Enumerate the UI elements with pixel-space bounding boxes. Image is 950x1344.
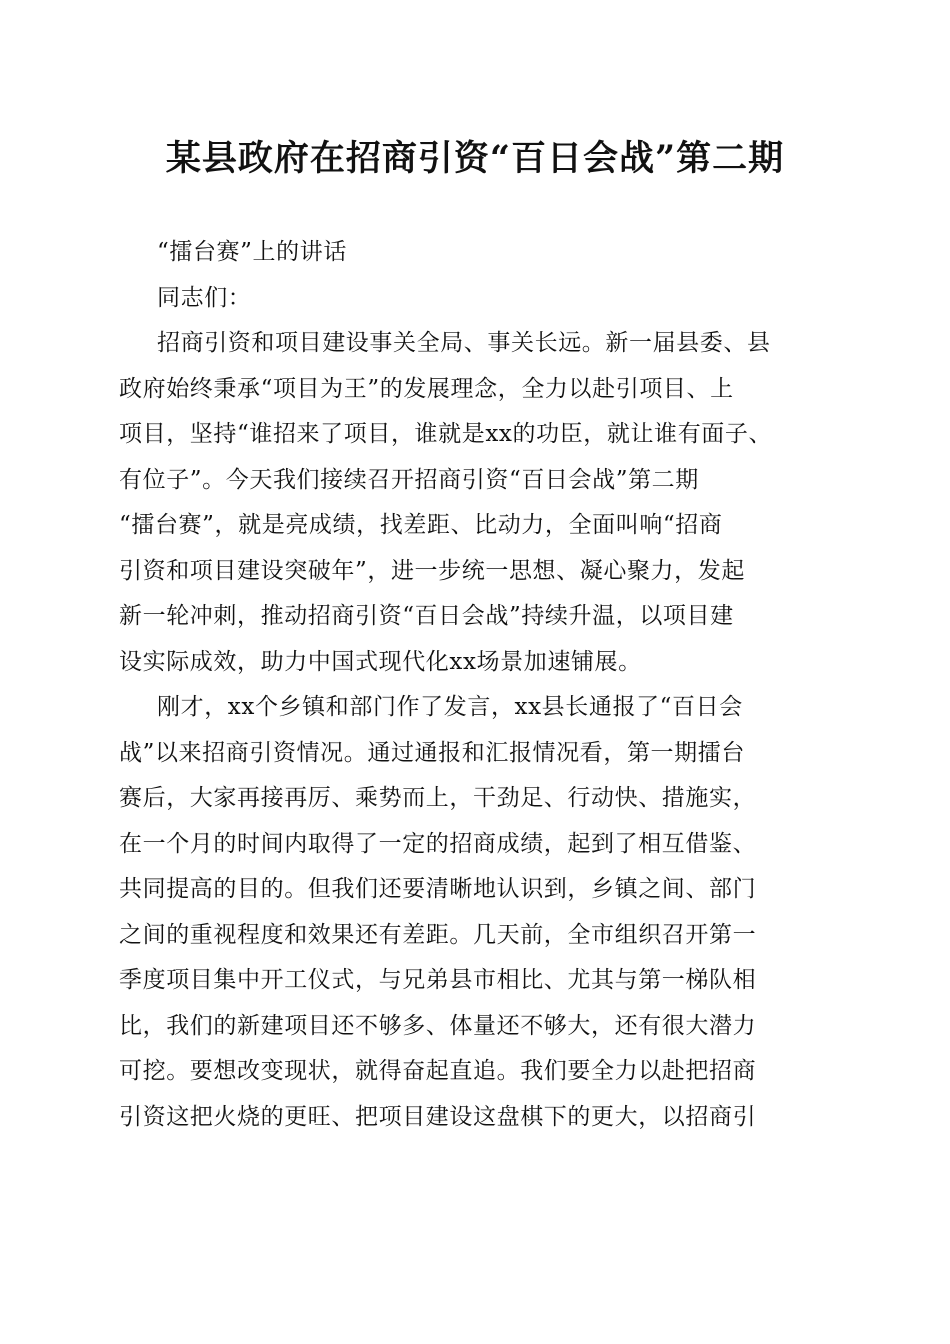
paragraph-line: 政府始终秉承“项目为王”的发展理念，全力以赴引项目、上 <box>119 375 734 402</box>
paragraph-line: 季度项目集中开工仪式，与兄弟县市相比、尤其与第一梯队相 <box>119 967 757 993</box>
paragraph-line: 新一轮冲刺，推动招商引资“百日会战”持续升温，以项目建 <box>119 603 734 629</box>
document-title: 某县政府在招商引资“百日会战”第二期 <box>165 138 785 179</box>
paragraph-1 <box>119 321 831 685</box>
subtitle-line: “擂台赛”上的讲话 <box>157 239 347 265</box>
paragraph-line: 设实际成效，助力中国式现代化xx场景加速铺展。 <box>119 648 642 675</box>
paragraph-line: 招商引资和项目建设事关全局、事关长远。新一届县委、县 <box>157 330 771 356</box>
paragraph-2 <box>119 685 831 1140</box>
document-body <box>119 230 831 1140</box>
paragraph-line: 在一个月的时间内取得了一定的招商成绩，起到了相互借鉴、 <box>119 830 757 857</box>
paragraph-line: 比，我们的新建项目还不够多、体量还不够大，还有很大潜力 <box>119 1012 757 1039</box>
salutation-line: 同志们： <box>157 284 252 311</box>
paragraph-line: 可挖。要想改变现状，就得奋起直追。我们要全力以赴把招商 <box>119 1058 757 1084</box>
paragraph-line: 刚才，xx个乡镇和部门作了发言，xx县长通报了“百日会 <box>157 694 743 720</box>
paragraph-line: 共同提高的目的。但我们还要清晰地认识到，乡镇之间、部门 <box>119 876 757 902</box>
paragraph-line: 战”以来招商引资情况。通过通报和汇报情况看，第一期擂台 <box>119 739 745 766</box>
paragraph-line: 引资这把火烧的更旺、把项目建设这盘棋下的更大，以招商引 <box>119 1103 757 1130</box>
paragraph-line: 引资和项目建设突破年”，进一步统一思想、凝心聚力，发起 <box>119 557 745 584</box>
paragraph-line: 之间的重视程度和效果还有差距。几天前，全市组织召开第一 <box>119 921 757 948</box>
paragraph-line: 赛后，大家再接再厉、乘势而上，干劲足、行动快、措施实， <box>119 785 757 811</box>
paragraph-line: “擂台赛”，就是亮成绩，找差距、比动力，全面叫响“招商 <box>119 512 723 538</box>
paragraph-line: 有位子”。今天我们接续召开招商引资“百日会战”第二期 <box>119 466 699 493</box>
paragraph-line: 项目，坚持“谁招来了项目，谁就是xx的功臣，就让谁有面子、 <box>119 421 773 447</box>
